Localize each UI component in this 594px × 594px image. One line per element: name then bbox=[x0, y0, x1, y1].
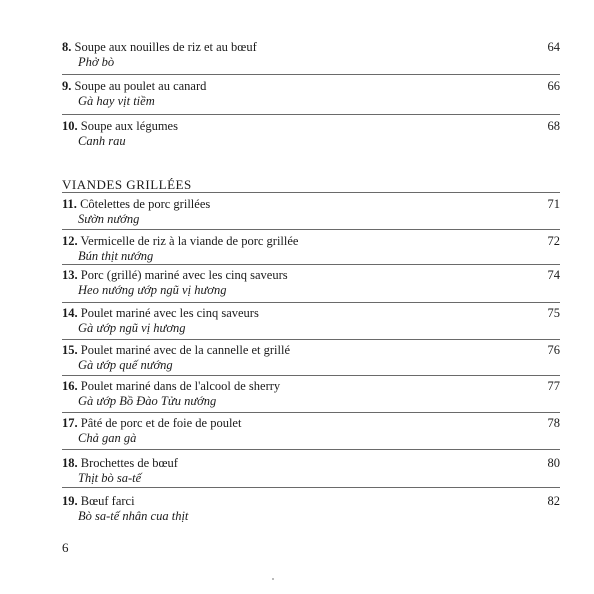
toc-entry-number: 10. bbox=[62, 119, 78, 133]
toc-entry-title: Soupe aux légumes bbox=[80, 119, 178, 133]
entry-divider bbox=[62, 264, 560, 265]
toc-entry-15[interactable] bbox=[62, 343, 560, 373]
toc-entry-title-line bbox=[62, 416, 560, 431]
toc-entry-title: Soupe au poulet au canard bbox=[74, 79, 207, 93]
toc-entry-title-line bbox=[62, 268, 560, 283]
toc-entry-number: 15. bbox=[62, 343, 78, 357]
toc-entry-title-line bbox=[62, 306, 560, 321]
entry-divider bbox=[62, 302, 560, 303]
toc-entry-page: 64 bbox=[547, 40, 560, 54]
toc-entry-18[interactable] bbox=[62, 456, 560, 486]
toc-entry-number: 16. bbox=[62, 379, 78, 393]
toc-entry-subtitle: Phở bò bbox=[78, 55, 115, 69]
toc-entry-subtitle: Canh rau bbox=[78, 134, 126, 148]
toc-entry-10[interactable] bbox=[62, 119, 560, 149]
entry-divider bbox=[62, 192, 560, 193]
toc-entry-title-line bbox=[62, 494, 560, 509]
toc-entry-title: Poulet mariné avec de la cannelle et grillé bbox=[80, 343, 291, 357]
toc-entry-16[interactable] bbox=[62, 379, 560, 409]
entry-divider bbox=[62, 487, 560, 488]
toc-entry-subtitle: Gà hay vịt tiềm bbox=[78, 94, 155, 108]
toc-entry-14[interactable] bbox=[62, 306, 560, 336]
toc-entry-page: 71 bbox=[547, 197, 560, 211]
toc-entry-title-line bbox=[62, 456, 560, 471]
entry-divider bbox=[62, 74, 560, 75]
toc-entry-11[interactable] bbox=[62, 197, 560, 227]
toc-entry-number: 13. bbox=[62, 268, 78, 282]
toc-entry-title: Pâté de porc et de foie de poulet bbox=[80, 416, 242, 430]
print-speck bbox=[272, 578, 274, 580]
toc-entry-number: 12. bbox=[62, 234, 78, 248]
toc-entry-page: 80 bbox=[547, 456, 560, 470]
toc-entry-title-line bbox=[62, 343, 560, 358]
toc-entry-title: Porc (grillé) mariné avec les cinq saveurs bbox=[80, 268, 288, 282]
entry-divider bbox=[62, 375, 560, 376]
entry-divider bbox=[62, 339, 560, 340]
toc-entry-17[interactable] bbox=[62, 416, 560, 446]
toc-entry-number: 17. bbox=[62, 416, 78, 430]
toc-entry-12[interactable] bbox=[62, 234, 560, 264]
toc-entry-page: 68 bbox=[547, 119, 560, 133]
toc-entry-number: 19. bbox=[62, 494, 78, 508]
toc-entry-number: 11. bbox=[62, 197, 77, 211]
toc-entry-title: Côtelettes de porc grillées bbox=[80, 197, 211, 211]
toc-entry-title-line bbox=[62, 79, 560, 94]
toc-entry-title: Vermicelle de riz à la viande de porc grillée bbox=[80, 234, 299, 248]
toc-entry-page: 78 bbox=[547, 416, 560, 430]
toc-entry-page: 75 bbox=[547, 306, 560, 320]
toc-entry-title-line bbox=[62, 40, 560, 55]
entry-divider bbox=[62, 412, 560, 413]
toc-entry-page: 72 bbox=[547, 234, 560, 248]
toc-entry-9[interactable] bbox=[62, 79, 560, 109]
toc-entry-title-line bbox=[62, 379, 560, 394]
toc-entry-number: 8. bbox=[62, 40, 72, 54]
toc-entry-subtitle: Gà ướp quế nướng bbox=[78, 358, 173, 372]
toc-entry-13[interactable] bbox=[62, 268, 560, 298]
toc-entry-title: Brochettes de bœuf bbox=[80, 456, 178, 470]
section-heading: VIANDES GRILLÉES bbox=[62, 177, 192, 192]
toc-entry-subtitle: Sườn nướng bbox=[78, 212, 140, 226]
toc-entry-title: Poulet mariné avec les cinq saveurs bbox=[80, 306, 259, 320]
entry-divider bbox=[62, 229, 560, 230]
toc-entry-title-line bbox=[62, 119, 560, 134]
toc-entry-page: 77 bbox=[547, 379, 560, 393]
toc-entry-subtitle: Gà ướp Bồ Đào Tửu nướng bbox=[78, 394, 217, 408]
entry-divider bbox=[62, 449, 560, 450]
toc-entry-subtitle: Heo nướng ướp ngũ vị hương bbox=[78, 283, 227, 297]
toc-entry-number: 18. bbox=[62, 456, 78, 470]
toc-entry-title: Bœuf farci bbox=[80, 494, 135, 508]
toc-entry-19[interactable] bbox=[62, 494, 560, 524]
toc-entry-title-line bbox=[62, 234, 560, 249]
entry-divider bbox=[62, 114, 560, 115]
toc-entry-subtitle: Bún thịt nướng bbox=[78, 249, 154, 263]
toc-entry-subtitle: Chả gan gà bbox=[78, 431, 137, 445]
toc-entry-subtitle: Bò sa-tế nhân cua thịt bbox=[78, 509, 189, 523]
toc-entry-page: 76 bbox=[547, 343, 560, 357]
toc-entry-subtitle: Gà ướp ngũ vị hương bbox=[78, 321, 186, 335]
toc-entry-page: 74 bbox=[547, 268, 560, 282]
toc-entry-page: 82 bbox=[547, 494, 560, 508]
toc-entry-title: Soupe aux nouilles de riz et au bœuf bbox=[74, 40, 257, 54]
toc-entry-number: 9. bbox=[62, 79, 72, 93]
toc-entry-title-line bbox=[62, 197, 560, 212]
toc-entry-title: Poulet mariné dans de l'alcool de sherry bbox=[80, 379, 281, 393]
toc-entry-number: 14. bbox=[62, 306, 78, 320]
toc-entry-subtitle: Thịt bò sa-tế bbox=[78, 471, 142, 485]
page-number: 6 bbox=[62, 540, 69, 555]
toc-entry-8[interactable] bbox=[62, 40, 560, 70]
toc-entry-page: 66 bbox=[547, 79, 560, 93]
